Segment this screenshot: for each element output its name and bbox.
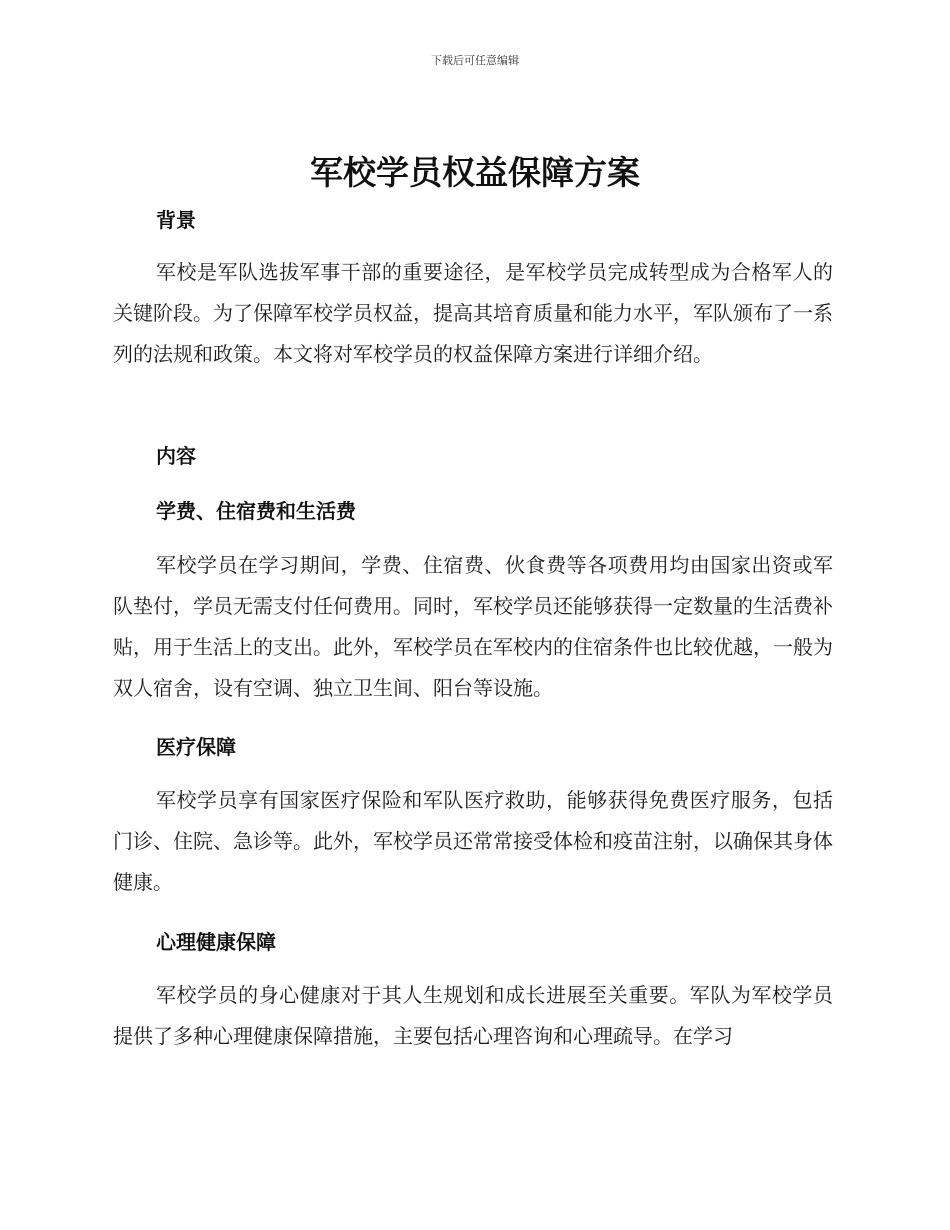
section-heading-background: 背景 — [156, 208, 196, 232]
header-note: 下载后可任意编辑 — [431, 54, 519, 67]
section-heading-mental: 心理健康保障 — [156, 930, 276, 954]
section-heading-fees: 学费、住宿费和生活费 — [156, 499, 356, 523]
paragraph-background: 军校是军队选拔军事干部的重要途径，是军校学员完成转型成为合格军人的关键阶段。为了保障军校学员权益，提高其培育质量和能力水平，军队颁布了一系列的法规和政策。本文将对军校学员的权益保障方案进行详细介绍。 — [113, 260, 833, 366]
paragraph-fees: 军校学员在学习期间，学费、住宿费、伙食费等各项费用均由国家出资或军队垫付，学员无需支付任何费用。同时，军校学员还能够获得一定数量的生活费补贴，用于生活上的支出。此外，军校学员在军校内的住宿条件也比较优越，一般为双人宿舍，设有空调、独立卫生间、阳台等设施。 — [113, 553, 833, 700]
document-title: 军校学员权益保障方案 — [310, 153, 640, 192]
section-heading-medical: 医疗保障 — [156, 735, 236, 759]
paragraph-medical: 军校学员享有国家医疗保险和军队医疗救助，能够获得免费医疗服务，包括门诊、住院、急诊等。此外，军校学员还常常接受体检和疫苗注射，以确保其身体健康。 — [113, 788, 833, 894]
section-heading-content: 内容 — [156, 444, 196, 468]
paragraph-mental: 军校学员的身心健康对于其人生规划和成长进展至关重要。军队为军校学员提供了多种心理健康保障措施，主要包括心理咨询和心理疏导。在学习 — [113, 983, 833, 1048]
